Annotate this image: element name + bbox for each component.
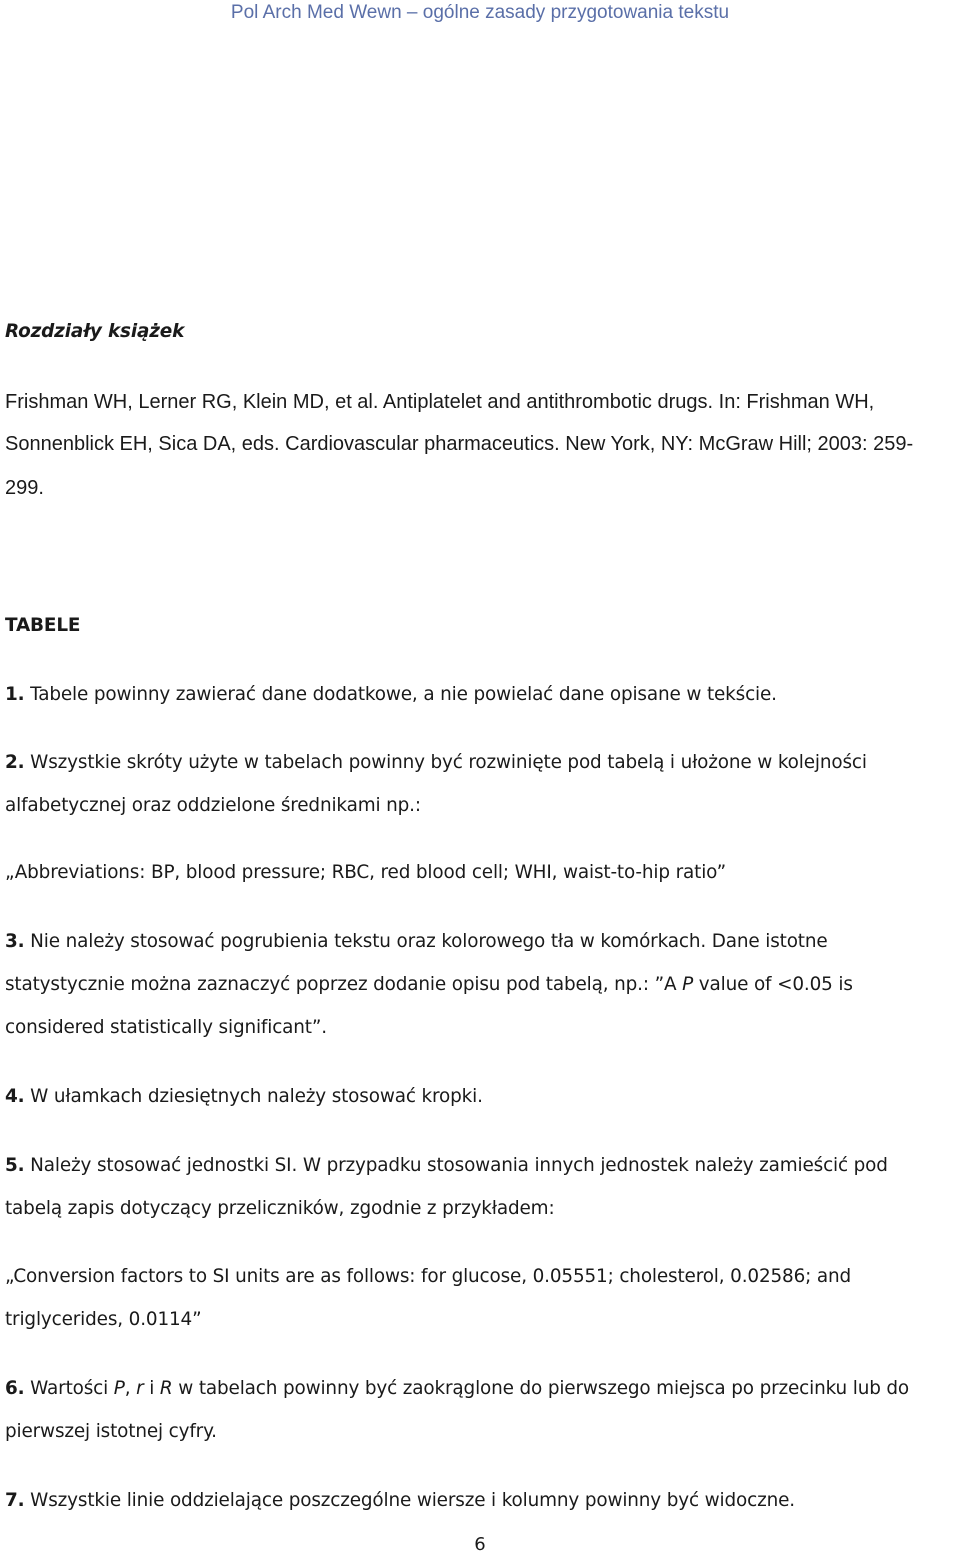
item-text: w tabelach powinny być zaokrąglone do pierwszego miejsca po przecinku lub do (172, 1378, 910, 1399)
rule-item-3 (5, 931, 828, 952)
page-number: 6 (474, 1534, 486, 1555)
abbreviations-example: „Abbreviations: BP, blood pressure; RBC, red blood cell; WHI, waist-to-hip ratio” (5, 862, 726, 883)
item-number: 6. (5, 1378, 25, 1399)
rule-item-5-cont: tabelą zapis dotyczący przeliczników, zgodnie z przykładem: (5, 1198, 555, 1219)
p-symbol: P (682, 974, 694, 995)
rule-item-1 (5, 684, 777, 705)
rule-item-6 (5, 1378, 909, 1399)
item-number: 3. (5, 931, 25, 952)
R-symbol: R (159, 1378, 173, 1399)
item-number: 4. (5, 1086, 25, 1107)
reference-line: Frishman WH, Lerner RG, Klein MD, et al. Antiplatelet and antithrombotic drugs. In: Frishman WH, (5, 391, 875, 413)
item-text: Tabele powinny zawierać dane dodatkowe, a nie powielać dane opisane w tekście. (24, 684, 777, 705)
r-symbol: r (136, 1378, 144, 1399)
item-number: 2. (5, 752, 25, 773)
item-text: Należy stosować jednostki SI. W przypadku stosowania innych jednostek należy zamieścić pod (24, 1155, 888, 1176)
rule-item-3-cont: considered statistically significant”. (5, 1017, 327, 1038)
rule-item-7 (5, 1490, 795, 1511)
conversion-example: „Conversion factors to SI units are as follows: for glucose, 0.05551; cholesterol, 0.02586; and (5, 1266, 852, 1287)
rule-item-6-cont: pierwszej istotnej cyfry. (5, 1421, 217, 1442)
rule-item-3-cont (5, 974, 853, 995)
p-symbol: P (113, 1378, 125, 1399)
item-text: , (124, 1378, 137, 1399)
item-number: 7. (5, 1490, 25, 1511)
item-text: Wszystkie linie oddzielające poszczególne wiersze i kolumny powinny być widoczne. (24, 1490, 795, 1511)
running-header: Pol Arch Med Wewn – ogólne zasady przygotowania tekstu (230, 2, 730, 23)
reference-line: Sonnenblick EH, Sica DA, eds. Cardiovascular pharmaceutics. New York, NY: McGraw Hill; 2003: 259- (5, 433, 914, 455)
item-text: statystycznie można zaznaczyć poprzez dodanie opisu pod tabelą, np.: ”A (5, 974, 683, 995)
rule-item-4 (5, 1086, 483, 1107)
item-text: Nie należy stosować pogrubienia tekstu oraz kolorowego tła w komórkach. Dane istotne (24, 931, 828, 952)
item-text: W ułamkach dziesiętnych należy stosować kropki. (24, 1086, 483, 1107)
rule-item-2-cont: alfabetycznej oraz oddzielone średnikami np.: (5, 795, 421, 816)
reference-line: 299. (5, 477, 44, 499)
item-text: value of <0.05 is (693, 974, 853, 995)
rule-item-5 (5, 1155, 888, 1176)
item-text: i (143, 1378, 160, 1399)
rule-item-2 (5, 752, 867, 773)
book-chapters-heading: Rozdziały książek (5, 321, 185, 342)
item-number: 5. (5, 1155, 25, 1176)
item-number: 1. (5, 684, 25, 705)
item-text: Wszystkie skróty użyte w tabelach powinny być rozwinięte pod tabelą i ułożone w kolejności (24, 752, 867, 773)
tables-heading: TABELE (5, 615, 81, 636)
item-text: Wartości (24, 1378, 114, 1399)
conversion-example-cont: triglycerides, 0.0114” (5, 1309, 202, 1330)
